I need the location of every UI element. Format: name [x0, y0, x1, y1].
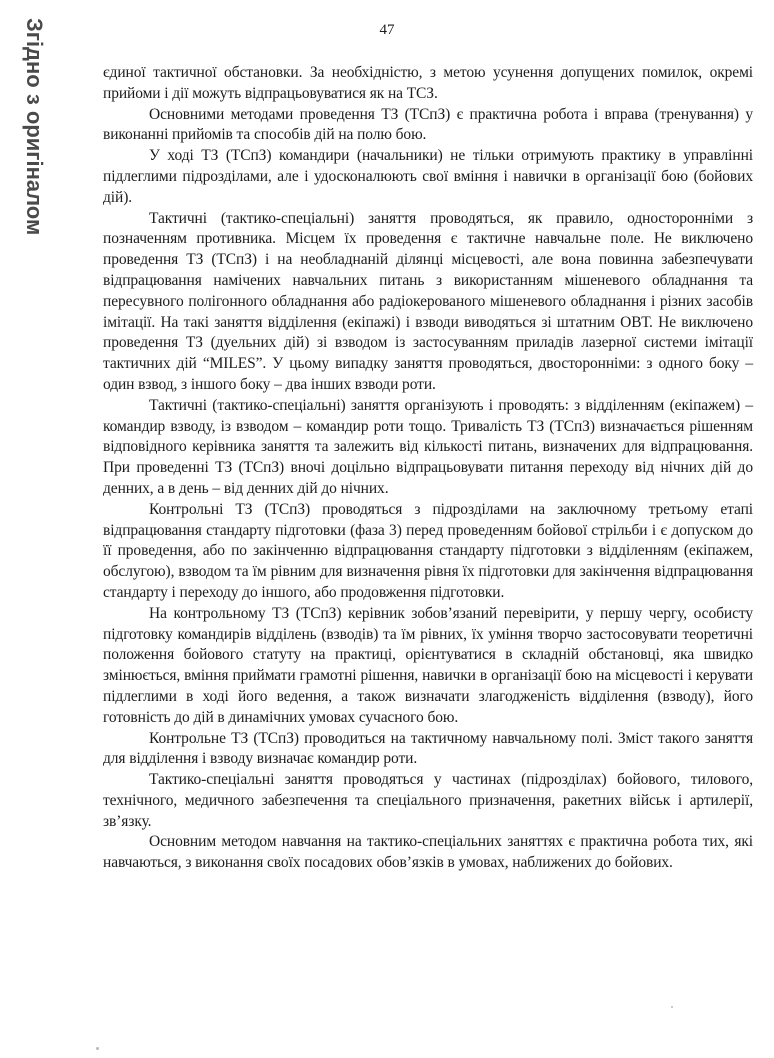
- paragraph: Контрольні ТЗ (ТСпЗ) проводяться з підрозділами на заключному третьому етапі відпрацювання стандарту підготовки (фаза 3) перед проведенням бойової стрільби і є допуском до її проведення, або по закінченню відпрацювання стандарту підготовки з відділенням (екіпажем, обслугою), взводом та їм рівним для визначення рівня їх підготовки для закінчення відпрацювання стандарту і переходу до іншого, або продовження підготовки.: [103, 500, 753, 601]
- paragraph: Тактико-спеціальні заняття проводяться у частинах (підрозділах) бойового, тилового, технічного, медичного забезпечення та спеціального призначення, ракетних військ і артилерії, зв’язку.: [103, 771, 753, 830]
- certification-stamp: [0, 10, 47, 300]
- scan-speck: [671, 1006, 673, 1008]
- document-body: [103, 63, 753, 874]
- paragraph: Основними методами проведення ТЗ (ТСпЗ) є практична робота і вправа (тренування) у виконанні прийомів та способів дій на полю бою.: [103, 105, 753, 144]
- paragraph: Основним методом навчання на тактико-спеціальних заняттях є практична робота тих, які навчаються, з виконання своїх посадових обов’язків в умовах, наближених до бойових.: [103, 833, 753, 872]
- paragraph: Контрольне ТЗ (ТСпЗ) проводиться на тактичному навчальному полі. Зміст такого заняття для відділення і взводу визначає командир роти.: [103, 729, 753, 768]
- paragraph: Тактичні (тактико-спеціальні) заняття проводяться, як правило, односторонніми з позначенням противника. Місцем їх проведення є тактичне навчальне поле. Не виключено проведення ТЗ (ТСпЗ) і на необладнаній ділянці місцевості, але вона повинна забезпечувати відпрацювання намічених навчальних питань з використанням мішеневого обладнання та пересувного полігонного обладнання або радіокерованого мішеневого обладнання і різних засобів імітації. На такі заняття відділення (екіпажі) і взводи виводяться зі штатним ОВТ. Не виключено проведення ТЗ (дуельних дій) зі взводом із застосуванням приладів лазерної системи імітації тактичних дій “MILES”. У цьому випадку заняття проводяться, двосторонніми: з одного боку – один взвод, з іншого боку – два інших взводи роти.: [103, 209, 753, 393]
- paragraph: Тактичні (тактико-спеціальні) заняття організують і проводять: з відділенням (екіпажем) – командир взводу, із взводом – командир роти тощо. Тривалість ТЗ (ТСпЗ) визначається рішенням відповідного керівника заняття та залежить від кількості питань, визначених для відпрацювання. При проведенні ТЗ (ТСпЗ) вночі доцільно відпрацьовувати питання переходу від нічних дій до денних, а в день – від денних дій до нічних.: [103, 396, 753, 497]
- certification-stamp-text: Згідно з оригіналом: [22, 18, 47, 236]
- paragraph: На контрольному ТЗ (ТСпЗ) керівник зобов’язаний перевірити, у першу чергу, особисту підготовку командирів відділень (взводів) та їм рівних, їх уміння творчо застосовувати теоретичні положення бойового статуту на практиці, орієнтуватися в складній обстановці, яка швидко змінюється, вміння приймати грамотні рішення, навички в організації бою на місцевості і керувати підлеглими в ході його ведення, а також визначати злагодженість відділення (взводу), його готовність до дій в динамічних умовах сучасного бою.: [103, 604, 753, 726]
- paragraph: єдиної тактичної обстановки. За необхідністю, з метою усунення допущених помилок, окремі прийоми і дії можуть відпрацьовуватися як на ТСЗ.: [103, 64, 753, 102]
- scan-speck: [96, 1047, 99, 1050]
- paragraph: У ході ТЗ (ТСпЗ) командири (начальники) не тільки отримують практику в управлінні підлеглими підрозділами, але і удосконалюють свої вміння і навички в організації бою (бойових дій).: [103, 147, 753, 206]
- page-number: 47: [379, 22, 395, 38]
